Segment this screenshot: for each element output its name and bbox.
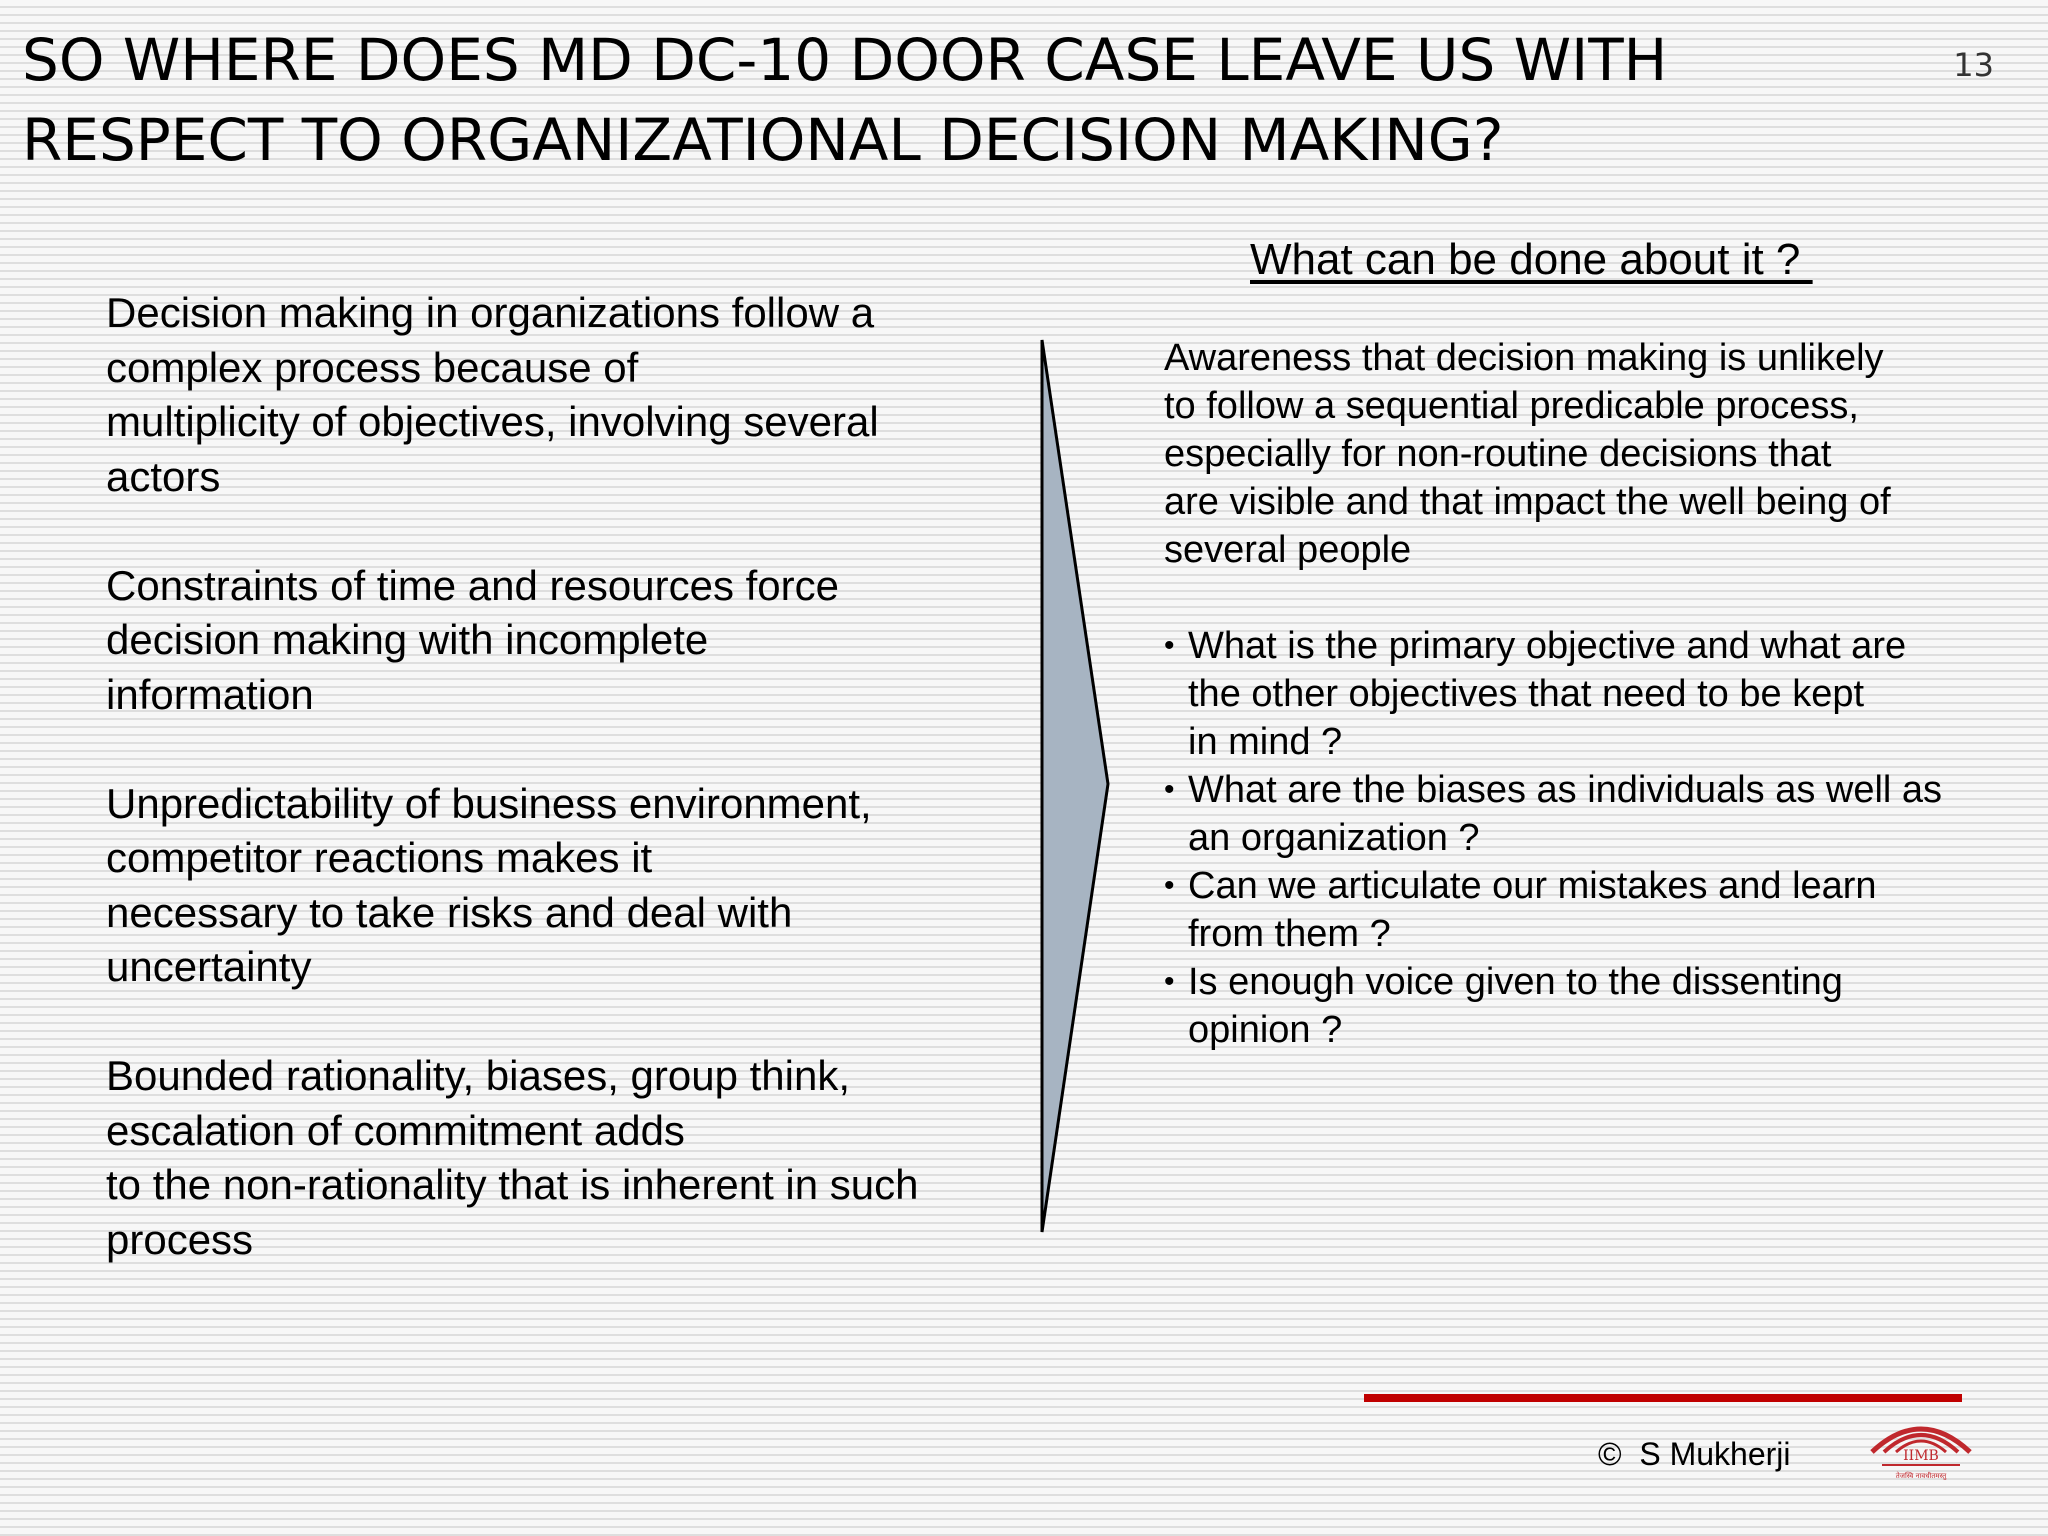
bullet-text-primary-objective: What is the primary objective and what are the other objectives that need to be kept in mind ? bbox=[1188, 625, 1907, 763]
bullet-text-biases: What are the biases as individuals as well as an organization ? bbox=[1188, 769, 1943, 859]
left-paragraph-bounded-rationality: Bounded rationality, biases, group think, escalation of commitment adds to the non-rationality that is inherent in such process bbox=[106, 1052, 919, 1263]
list-item bbox=[1164, 622, 2004, 766]
list-item bbox=[1164, 766, 2004, 862]
footer-red-line bbox=[1364, 1394, 1962, 1402]
bullet-text-dissenting-voice: Is enough voice given to the dissenting opinion ? bbox=[1188, 961, 1843, 1051]
list-item bbox=[1164, 958, 2004, 1054]
left-column bbox=[106, 286, 1056, 1322]
bullet-text-mistakes: Can we articulate our mistakes and learn from them ? bbox=[1188, 865, 1877, 955]
bullet-dot-icon: • bbox=[1164, 965, 1175, 998]
right-heading: What can be done about it ? bbox=[1250, 235, 1813, 284]
iimb-logo-icon bbox=[1862, 1412, 1980, 1484]
logo-subtext: तेजस्वि नावधीतमस्तु bbox=[1895, 1472, 1947, 1480]
right-column bbox=[1164, 334, 2004, 1054]
title-line-2: RESPECT TO ORGANIZATIONAL DECISION MAKING? bbox=[22, 106, 1504, 174]
bullet-dot-icon: • bbox=[1164, 869, 1175, 902]
bullet-dot-icon: • bbox=[1164, 773, 1175, 806]
awareness-paragraph: Awareness that decision making is unlikely to follow a sequential predicable process, especially for non-routine decisions that are visible and that impact the well being of several people bbox=[1164, 337, 1891, 571]
title-line-1: SO WHERE DOES MD DC-10 DOOR CASE LEAVE US WITH bbox=[22, 26, 1668, 94]
question-list bbox=[1164, 622, 2004, 1054]
logo-text: IIMB bbox=[1903, 1448, 1939, 1464]
slide-number: 13 bbox=[1953, 46, 1994, 84]
slide-title bbox=[22, 20, 1902, 180]
divider-arrow-shape bbox=[1030, 336, 1114, 1236]
bullet-dot-icon: • bbox=[1164, 629, 1175, 662]
copyright-text: © S Mukherji bbox=[1598, 1436, 1791, 1472]
left-paragraph-constraints: Constraints of time and resources force decision making with incomplete information bbox=[106, 561, 839, 718]
left-paragraph-unpredictability: Unpredictability of business environment, competitor reactions makes it necessary to take risks and deal with uncertainty bbox=[106, 779, 872, 990]
list-item bbox=[1164, 862, 2004, 958]
left-paragraph-complex-process: Decision making in organizations follow a complex process because of multiplicity of objectives, involving several actors bbox=[106, 289, 879, 500]
